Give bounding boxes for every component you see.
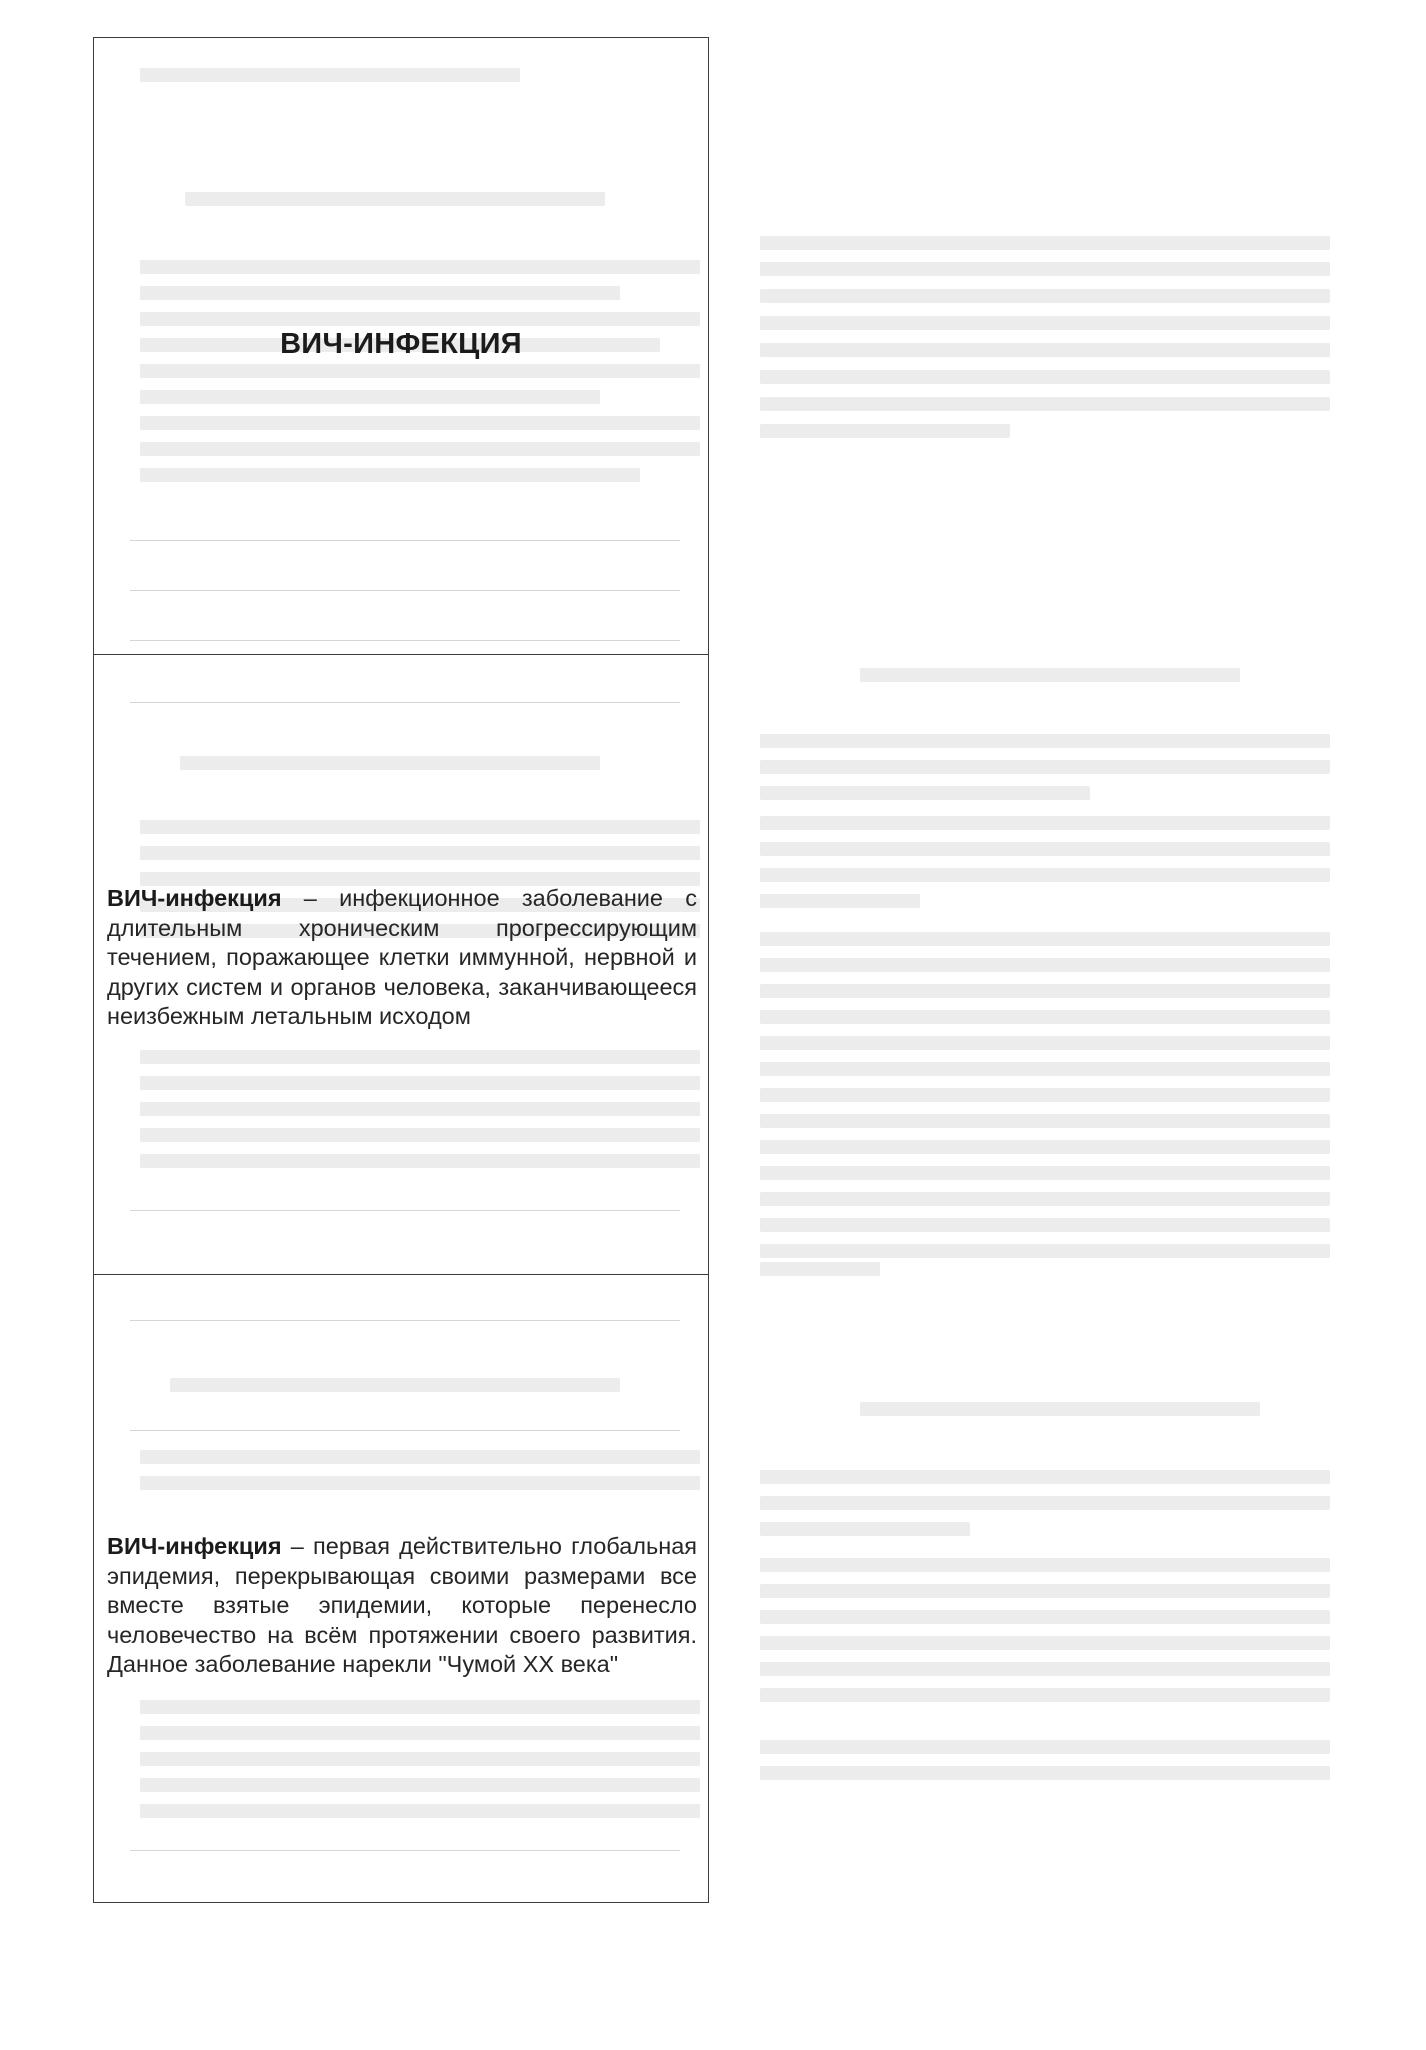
bleed-through-text <box>760 1662 1330 1676</box>
card-panel-definition-1 <box>94 654 708 1274</box>
definition-term: ВИЧ-инфекция <box>107 885 282 911</box>
bleed-through-text <box>760 1192 1330 1206</box>
bleed-through-text <box>760 932 1330 946</box>
bleed-through-text <box>760 1088 1330 1102</box>
card-panel-title <box>94 38 708 654</box>
bleed-through-text <box>760 370 1330 384</box>
bleed-through-text <box>760 1166 1330 1180</box>
bleed-through-text <box>760 1470 1330 1484</box>
bleed-through-text <box>860 668 1240 682</box>
bleed-through-text <box>760 1766 1330 1780</box>
definition-term: ВИЧ-инфекция <box>107 1533 282 1559</box>
bleed-through-text <box>760 760 1330 774</box>
bleed-through-text <box>760 1496 1330 1510</box>
bleed-through-text <box>760 1688 1330 1702</box>
bleed-through-text <box>760 1740 1330 1754</box>
bleed-through-text <box>760 1636 1330 1650</box>
bleed-through-text <box>760 316 1330 330</box>
bleed-through-text <box>760 816 1330 830</box>
bleed-through-text <box>760 1140 1330 1154</box>
bleed-through-text <box>760 1010 1330 1024</box>
bleed-through-text <box>760 1036 1330 1050</box>
bleed-through-text <box>760 1558 1330 1572</box>
cut-out-card <box>93 37 709 1903</box>
bleed-through-text <box>760 868 1330 882</box>
bleed-through-text <box>760 1244 1330 1258</box>
bleed-through-text <box>760 1584 1330 1598</box>
bleed-through-text <box>760 1522 970 1536</box>
bleed-through-text <box>760 1610 1330 1624</box>
definition-text <box>107 884 697 1032</box>
bleed-through-text <box>760 786 1090 800</box>
definition-body: – первая действительно глобальная эпидемия, перекрывающая своими размерами все вместе взятые эпидемии, которые перенесло человечество на всём протяжении своего развития. Данное заболевание нарекли "Чумой ХХ века" <box>107 1533 697 1677</box>
bleed-through-text <box>760 1114 1330 1128</box>
bleed-through-text <box>760 1262 880 1276</box>
bleed-through-text <box>760 262 1330 276</box>
definition-text <box>107 1532 697 1680</box>
bleed-through-text <box>760 842 1330 856</box>
bleed-through-text <box>760 894 920 908</box>
bleed-through-text <box>760 424 1010 438</box>
bleed-through-text <box>760 984 1330 998</box>
definition-body: – инфекционное заболевание с длительным хроническим прогрессирующим течением, поражающее клетки иммунной, нервной и других систем и органов человека, заканчивающееся неизбежным летальным исходом <box>107 885 697 1029</box>
card-title: ВИЧ-ИНФЕКЦИЯ <box>280 328 522 360</box>
bleed-through-text <box>760 734 1330 748</box>
bleed-through-text <box>760 289 1330 303</box>
bleed-through-text <box>760 958 1330 972</box>
bleed-through-text <box>760 1062 1330 1076</box>
bleed-through-text <box>760 343 1330 357</box>
bleed-through-text <box>760 397 1330 411</box>
bleed-through-text <box>760 1218 1330 1232</box>
card-panel-definition-2 <box>94 1274 708 1904</box>
bleed-through-text <box>860 1402 1260 1416</box>
bleed-through-text <box>760 236 1330 250</box>
